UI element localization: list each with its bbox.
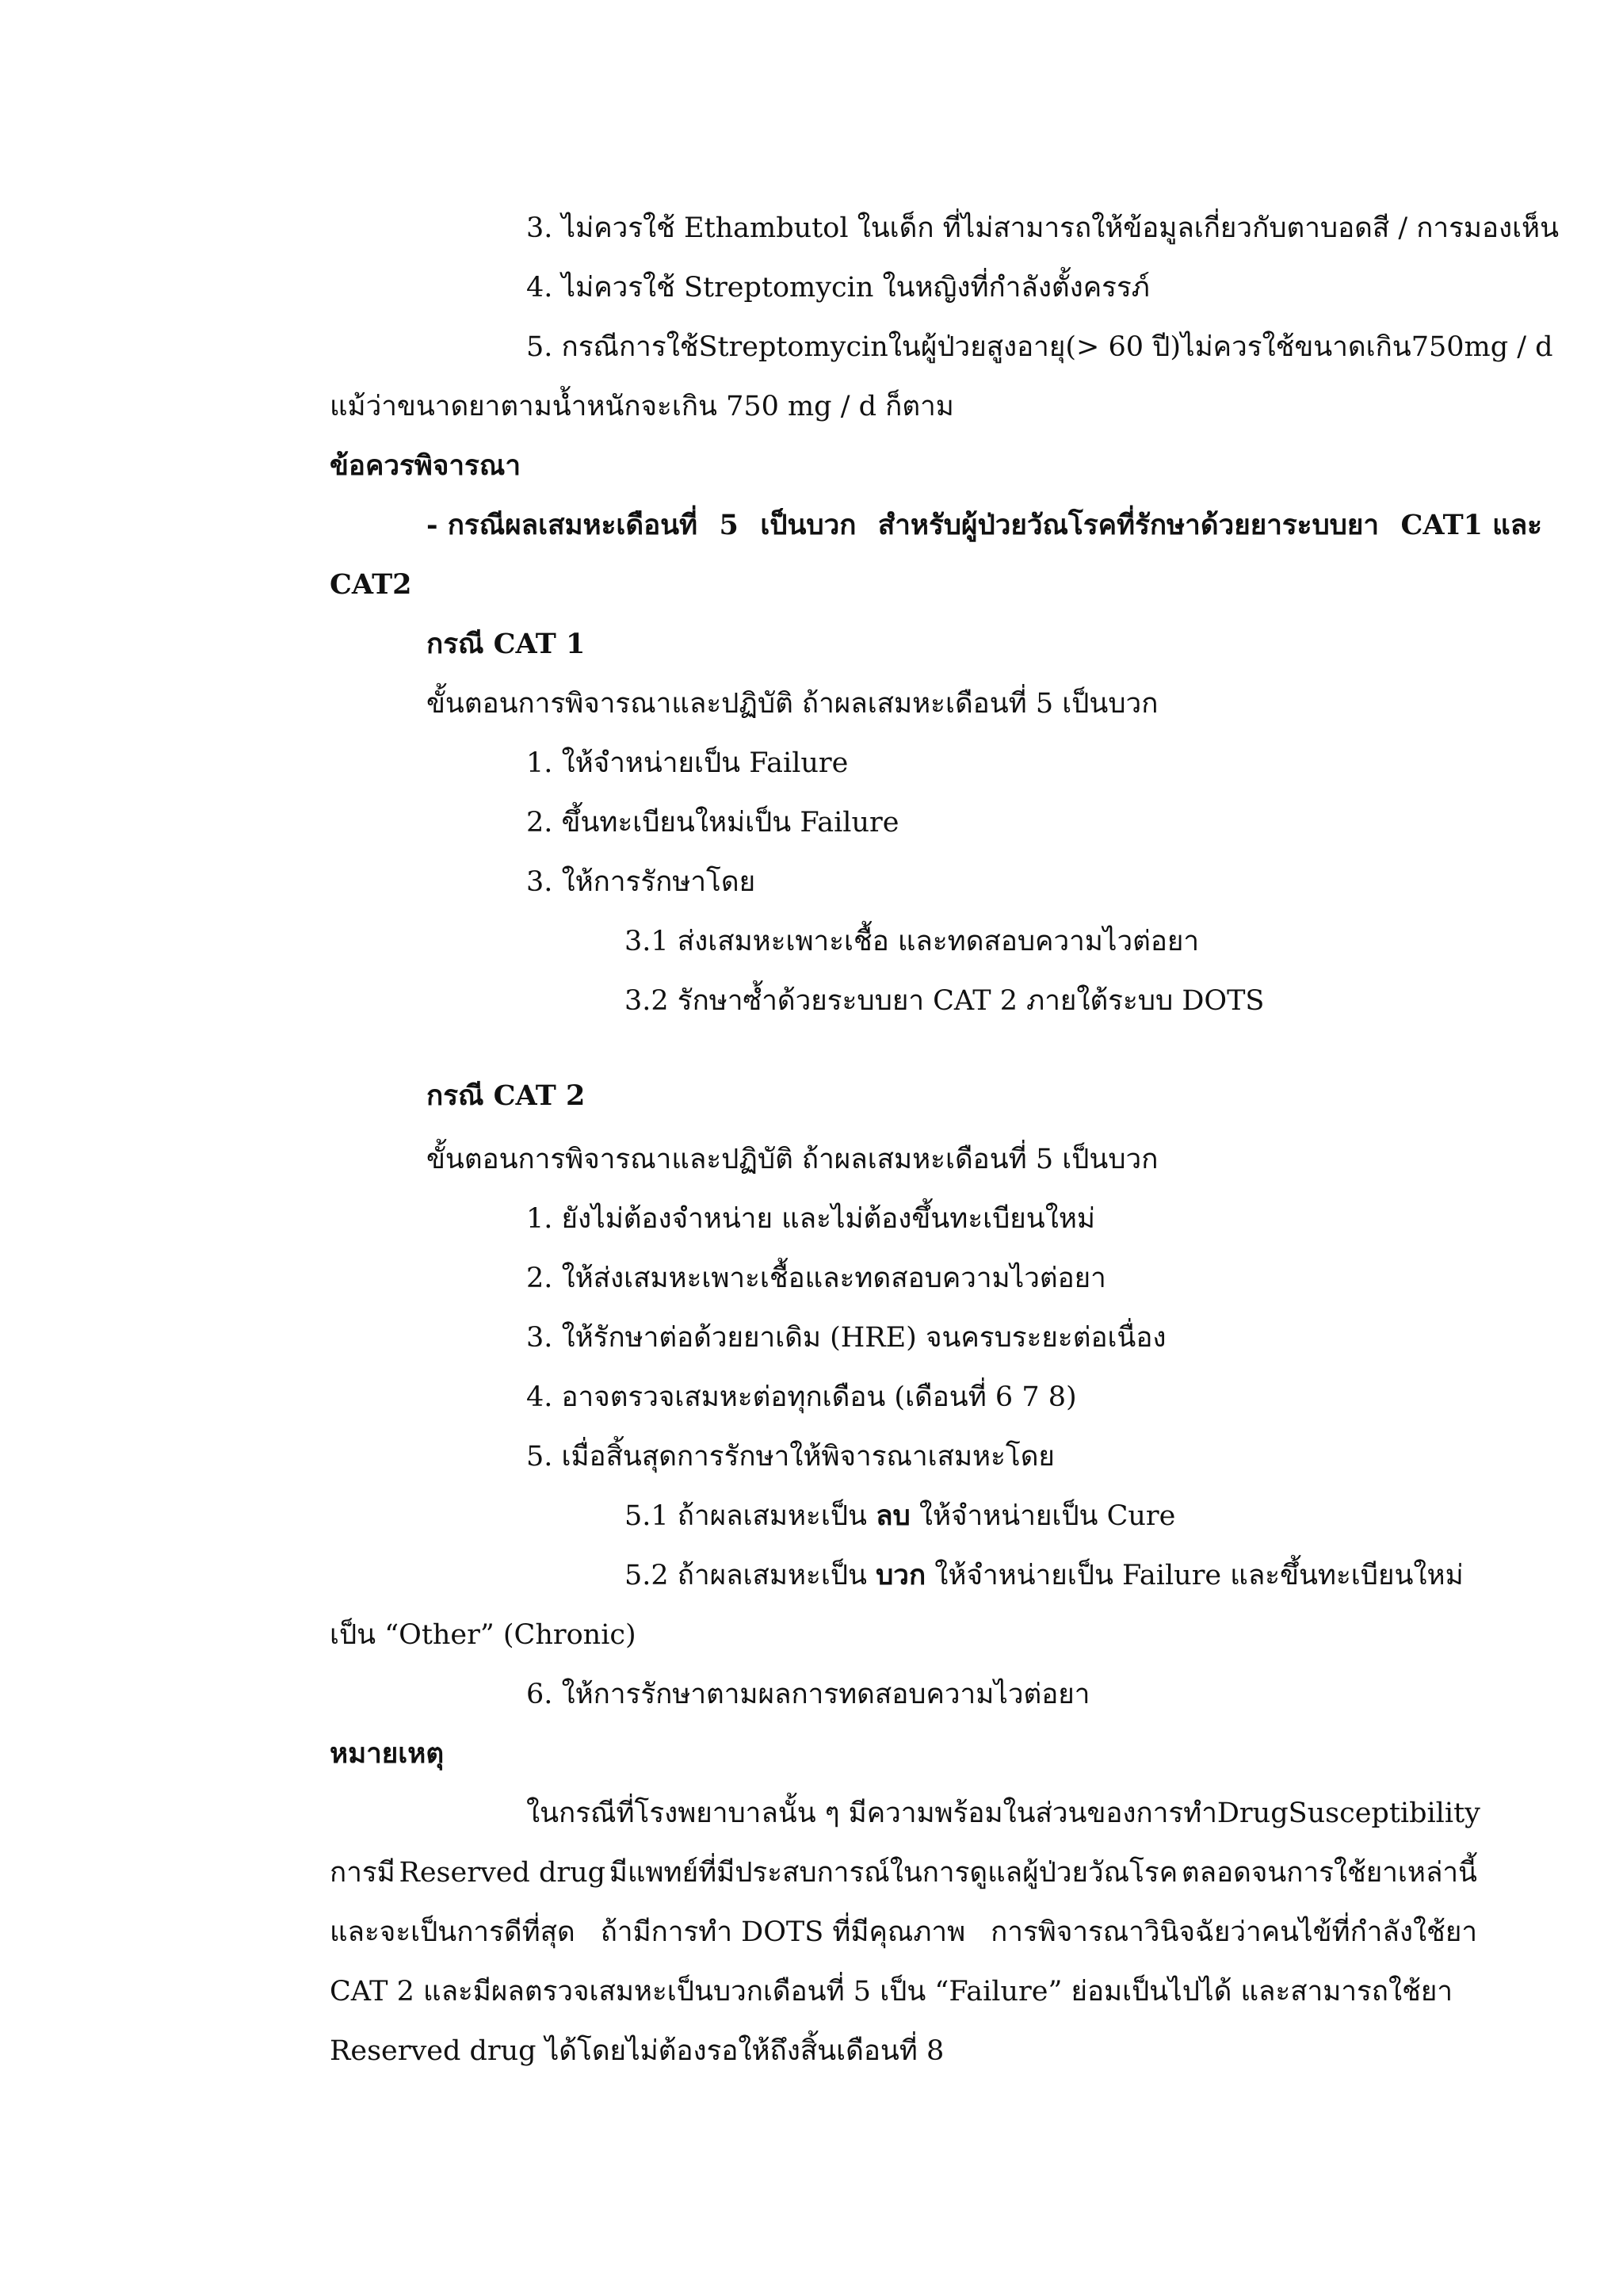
remark-line-5: Reserved drug ได้โดยไม่ต้องรอให้ถึงสิ้นเดือนที่ 8 xyxy=(330,2035,945,2067)
cat2-step-4: 4. อาจตรวจเสมหะต่อทุกเดือน (เดือนที่ 6 7 8) xyxy=(526,1381,1077,1413)
text-span: และจะเป็นการดีที่สุด xyxy=(330,1916,575,1948)
text-span: ถ้ามีการทำ DOTS ที่มีคุณภาพ xyxy=(600,1916,966,1948)
cat2-step-5-2 xyxy=(624,1555,1464,1596)
text-span: 5. กรณีการใช้ xyxy=(526,331,699,363)
considerations-case-line-1 xyxy=(426,505,1542,546)
negative-result-label: ลบ xyxy=(876,1499,911,1532)
text-span: ไม่ควรใช้ขนาดเกิน xyxy=(1180,331,1411,363)
cat2-step-5-2-continued: เป็น “Other” (Chronic) xyxy=(330,1619,636,1651)
text-span: ในผู้ป่วยสูงอายุ xyxy=(888,331,1066,363)
text-span: ตลอดจนการใช้ยาเหล่านี้ xyxy=(1181,1857,1477,1889)
contraindication-item-5-line-2: แม้ว่าขนาดยาตามน้ำหนักจะเกิน 750 mg / d ก็ตาม xyxy=(330,391,954,422)
text-span: การมี xyxy=(330,1857,395,1889)
text-span: mg / d xyxy=(1464,331,1553,363)
remark-line-1 xyxy=(526,1793,1480,1834)
text-span: 5.1 ถ้าผลเสมหะเป็น xyxy=(624,1500,876,1532)
cat1-heading: กรณี CAT 1 xyxy=(426,628,586,660)
text-span: CAT1 และ xyxy=(1400,509,1542,541)
text-span: Drug xyxy=(1216,1797,1289,1829)
remark-line-2 xyxy=(330,1852,1477,1893)
cat2-step-2: 2. ให้ส่งเสมหะเพาะเชื้อและทดสอบความไวต่อยา xyxy=(526,1263,1106,1294)
text-span: Reserved drug xyxy=(399,1857,606,1889)
text-span: สำหรับผู้ป่วยวัณโรคที่รักษาด้วยยาระบบยา xyxy=(877,509,1380,541)
text-span: Susceptibility xyxy=(1288,1797,1480,1829)
text-span: การพิจารณาวินิจฉัยว่าคนไข้ที่กำลังใช้ยา xyxy=(991,1916,1477,1948)
cat1-step-3-1: 3.1 ส่งเสมหะเพาะเชื้อ และทดสอบความไวต่อยา xyxy=(624,926,1200,957)
contraindication-item-5-line-1 xyxy=(526,327,1553,368)
cat1-step-1: 1. ให้จำหน่ายเป็น Failure xyxy=(526,747,849,779)
cat2-heading: กรณี CAT 2 xyxy=(426,1079,586,1112)
cat2-step-3: 3. ให้รักษาต่อด้วยยาเดิม (HRE) จนครบระยะต่อเนื่อง xyxy=(526,1322,1167,1354)
cat2-intro: ขั้นตอนการพิจารณาและปฏิบัติ ถ้าผลเสมหะเดือนที่ 5 เป็นบวก xyxy=(426,1144,1159,1175)
cat2-step-6: 6. ให้การรักษาตามผลการทดสอบความไวต่อยา xyxy=(526,1679,1090,1710)
cat1-intro: ขั้นตอนการพิจารณาและปฏิบัติ ถ้าผลเสมหะเดือนที่ 5 เป็นบวก xyxy=(426,688,1159,720)
considerations-heading: ข้อควรพิจารณา xyxy=(330,449,521,482)
cat2-step-5-1 xyxy=(624,1496,1175,1537)
cat1-step-3: 3. ให้การรักษาโดย xyxy=(526,866,756,898)
cat2-step-5: 5. เมื่อสิ้นสุดการรักษาให้พิจารณาเสมหะโดย xyxy=(526,1441,1055,1473)
text-span: มีแพทย์ที่มีประสบการณ์ในการดูแลผู้ป่วยวัณโรค xyxy=(609,1857,1178,1889)
text-span: เป็นบวก xyxy=(760,509,857,541)
cat1-step-3-2: 3.2 รักษาซ้ำด้วยระบบยา CAT 2 ภายใต้ระบบ DOTS xyxy=(624,985,1265,1017)
text-span: (> 60 ปี) xyxy=(1065,331,1181,363)
contraindication-item-4: 4. ไม่ควรใช้ Streptomycin ในหญิงที่กำลังตั้งครรภ์ xyxy=(526,272,1150,304)
text-span: ให้จำหน่ายเป็น Failure และขึ้นทะเบียนใหม่ xyxy=(926,1560,1464,1591)
considerations-case-line-2: CAT2 xyxy=(330,568,412,601)
text-span: Streptomycin xyxy=(698,331,888,363)
text-span: 5.2 ถ้าผลเสมหะเป็น xyxy=(624,1560,876,1591)
cat2-step-1: 1. ยังไม่ต้องจำหน่าย และไม่ต้องขึ้นทะเบียนใหม่ xyxy=(526,1203,1095,1235)
text-span: 5 xyxy=(719,509,739,541)
positive-result-label: บวก xyxy=(876,1559,926,1591)
text-span: ในกรณีที่โรงพยาบาลนั้น ๆ มีความพร้อมในส่วนของการทำ xyxy=(526,1797,1217,1829)
cat1-step-2: 2. ขึ้นทะเบียนใหม่เป็น Failure xyxy=(526,807,899,839)
remark-line-3 xyxy=(330,1912,1477,1953)
remark-heading: หมายเหตุ xyxy=(330,1737,445,1770)
text-span: 750 xyxy=(1411,331,1465,363)
text-span: ให้จำหน่ายเป็น Cure xyxy=(910,1500,1176,1532)
remark-line-4: CAT 2 และมีผลตรวจเสมหะเป็นบวกเดือนที่ 5 เป็น “Failure” ย่อมเป็นไปได้ และสามารถใช้ยา xyxy=(330,1976,1453,2008)
contraindication-item-3: 3. ไม่ควรใช้ Ethambutol ในเด็ก ที่ไม่สามารถให้ข้อมูลเกี่ยวกับตาบอดสี / การมองเห็น xyxy=(526,212,1560,244)
text-span: - กรณีผลเสมหะเดือนที่ xyxy=(426,509,698,541)
